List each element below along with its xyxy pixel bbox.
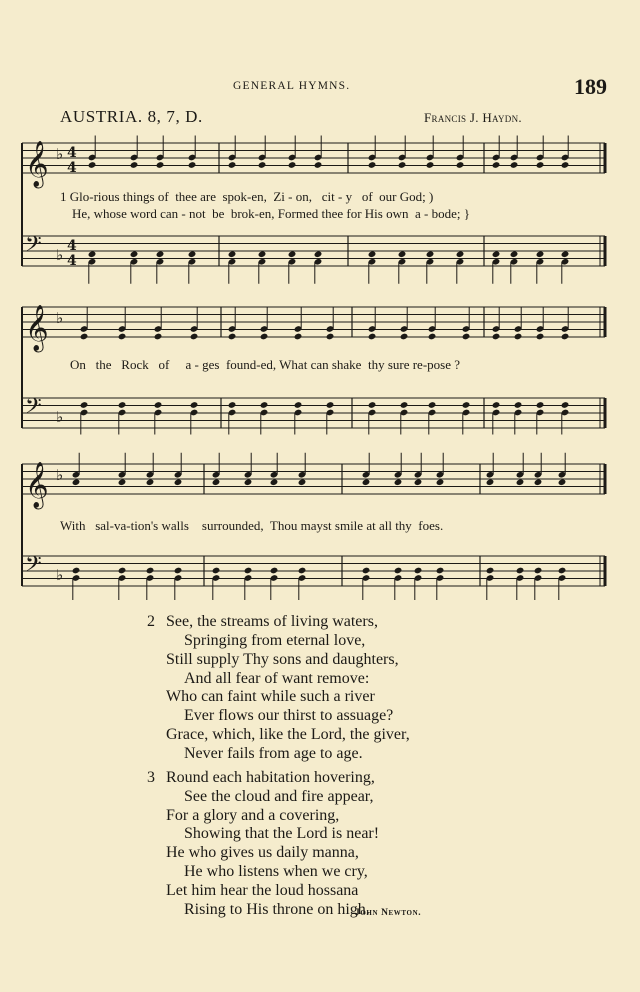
verse-line: See, the streams of living waters, — [166, 613, 378, 630]
verse-line: Springing from eternal love, — [184, 632, 366, 649]
verse-line: See the cloud and fire appear, — [184, 788, 374, 805]
verse-line: For a glory and a covering, — [166, 807, 340, 824]
verse-line: Rising to His throne on high. — [184, 901, 370, 918]
verse-line: He who listens when we cry, — [184, 863, 368, 880]
bass-clef: 𝄢 — [25, 232, 42, 262]
lyrics-line-1b: He, whose word can - not be brok-en, Formed thee for His own a - bode; } — [72, 206, 470, 221]
time-signature: 4 — [67, 145, 77, 161]
lyrics-line-3: With sal-va-tion's walls surrounded, Thou mayst smile at all thy foes. — [60, 518, 444, 533]
time-signature: 4 — [67, 253, 77, 269]
verse-line: Grace, which, like the Lord, the giver, — [166, 726, 410, 743]
page-number: 189 — [574, 74, 607, 99]
flat-sign: ♭ — [56, 145, 64, 163]
flat-sign: ♭ — [56, 566, 64, 584]
verse-line: Who can faint while such a river — [166, 688, 375, 705]
verse-line: Showing that the Lord is near! — [184, 825, 380, 842]
time-signature: 4 — [67, 238, 77, 254]
flat-sign: ♭ — [56, 466, 64, 484]
verse-number: 2 — [147, 613, 155, 630]
lyrics-line-2: On the Rock of a - ges found-ed, What can shake thy sure re-pose ? — [70, 357, 460, 372]
verse-line: Let him hear the loud hossana — [166, 882, 359, 899]
running-header: GENERAL HYMNS. — [233, 80, 351, 92]
treble-clef: 𝄞 — [25, 462, 49, 508]
treble-clef: 𝄞 — [25, 141, 49, 187]
tune-name: AUSTRIA. 8, 7, D. — [60, 107, 203, 126]
treble-clef: 𝄞 — [25, 305, 49, 351]
flat-sign: ♭ — [56, 408, 64, 426]
verse-line: Never fails from age to age. — [184, 745, 363, 762]
verse-line: And all fear of want remove: — [184, 670, 370, 687]
bass-clef: 𝄢 — [25, 552, 42, 582]
flat-sign: ♭ — [56, 246, 64, 264]
lyrics-line-1a: 1 Glo-rious things of thee are spok-en, Zi - on, cit - y of our God; ) — [60, 189, 434, 204]
verse-line: Ever flows our thirst to assuage? — [184, 707, 394, 724]
flat-sign: ♭ — [56, 309, 64, 327]
bass-clef: 𝄢 — [25, 394, 42, 424]
verse-line: Still supply Thy sons and daughters, — [166, 651, 399, 668]
composer-credit: Francis J. Haydn. — [424, 110, 522, 125]
verse-line: Round each habitation hovering, — [166, 769, 375, 786]
time-signature: 4 — [67, 160, 77, 176]
verse-number: 3 — [147, 769, 155, 786]
verse-line: He who gives us daily manna, — [166, 844, 359, 861]
author-credit: John Newton. — [355, 908, 422, 918]
